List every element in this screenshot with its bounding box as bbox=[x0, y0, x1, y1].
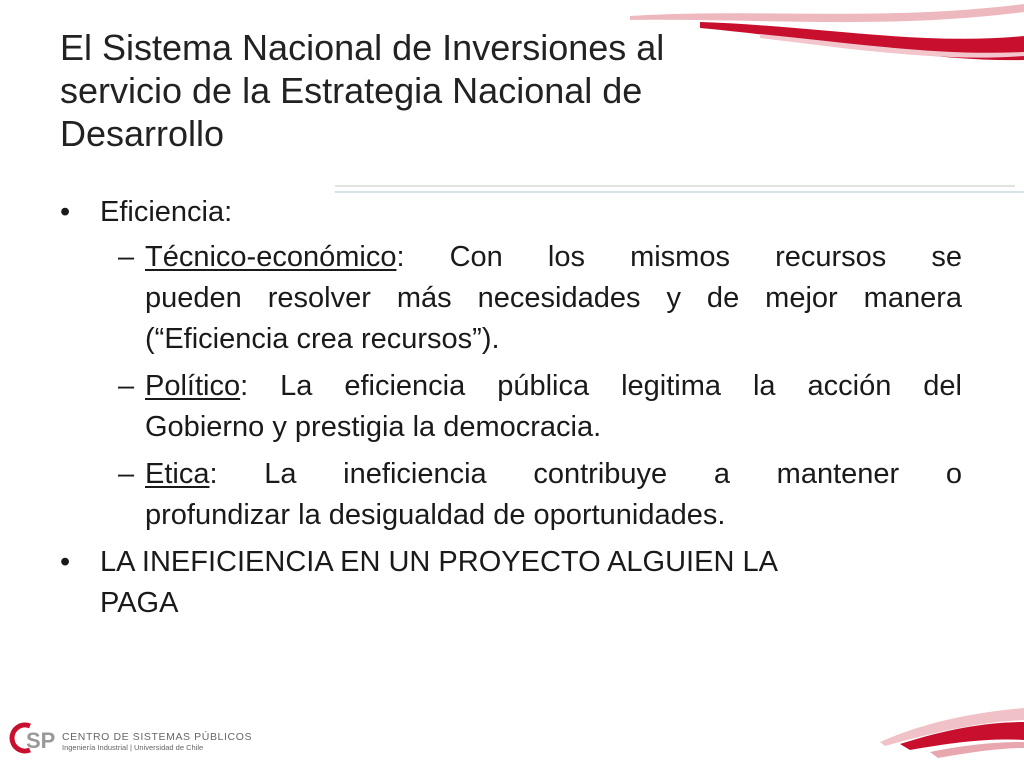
subitem-term: Técnico-económico bbox=[145, 241, 397, 273]
bullet-eficiencia bbox=[60, 192, 962, 233]
subitem-text: : La eficiencia pública legitima la acción del bbox=[240, 370, 962, 402]
subitem-line: Gobierno y prestigia la democracia. bbox=[145, 411, 602, 443]
subitem-tecnico-economico bbox=[60, 237, 962, 360]
subitem-term: Político bbox=[145, 370, 241, 402]
subitem-text: : Con los mismos recursos se bbox=[396, 241, 962, 273]
slide-title bbox=[60, 26, 760, 155]
logo-mark-text: SP bbox=[26, 728, 56, 753]
title-line: Desarrollo bbox=[60, 113, 225, 154]
title-line: El Sistema Nacional de Inversiones al bbox=[60, 27, 665, 68]
dash-mark: – bbox=[118, 370, 135, 402]
org-subtitle: Ingeniería Industrial | Universidad de Chile bbox=[62, 743, 204, 752]
subitem-etica bbox=[60, 454, 962, 536]
slide-body bbox=[60, 192, 962, 624]
bullet-text: LA INEFICIENCIA EN UN PROYECTO ALGUIEN LA bbox=[100, 546, 778, 578]
subitem-line: profundizar la desigualdad de oportunidades. bbox=[145, 499, 726, 531]
bullet-ineficiencia bbox=[60, 542, 962, 624]
dash-mark: – bbox=[118, 241, 135, 273]
subitem-term: Etica bbox=[145, 458, 210, 490]
subitem-line bbox=[145, 366, 962, 407]
title-line: servicio de la Estrategia Nacional de bbox=[60, 70, 643, 111]
subitem-text: : La ineficiencia contribuye a mantener o bbox=[209, 458, 962, 490]
bullet-text: Eficiencia: bbox=[100, 196, 233, 228]
bullet-mark: • bbox=[60, 196, 71, 228]
subitem-line: pueden resolver más necesidades y de mejor manera bbox=[145, 282, 962, 314]
subitem-line bbox=[145, 454, 962, 495]
bullet-text: PAGA bbox=[100, 587, 179, 619]
org-name: CENTRO DE SISTEMAS PÚBLICOS bbox=[62, 731, 253, 743]
bullet-mark: • bbox=[60, 546, 71, 578]
subitem-line bbox=[145, 237, 962, 278]
subitem-line: (“Eficiencia crea recursos”). bbox=[145, 323, 500, 355]
dash-mark: – bbox=[118, 458, 135, 490]
subitem-politico bbox=[60, 366, 962, 448]
footer-org bbox=[62, 731, 252, 753]
